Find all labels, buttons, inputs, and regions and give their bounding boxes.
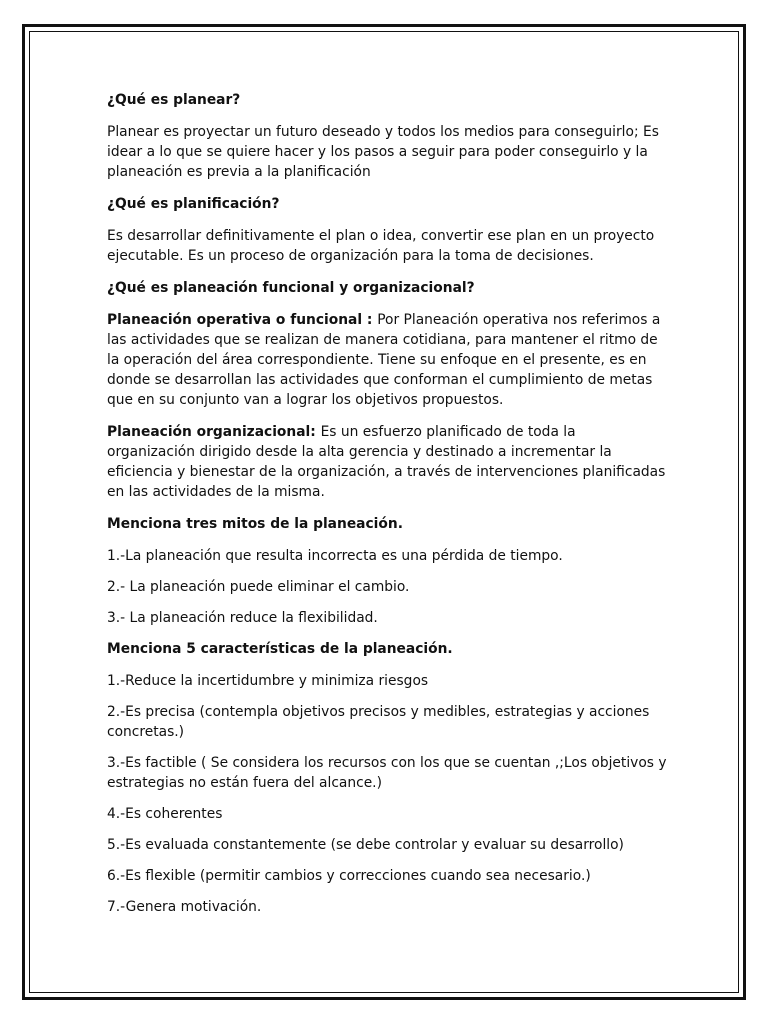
section-heading-planear: ¿Qué es planear? [107, 92, 241, 108]
section-heading-planificacion: ¿Qué es planificación? [107, 196, 280, 212]
section-heading-caracteristicas: Menciona 5 características de la planeación. [107, 641, 453, 657]
list-item: 2.-Es precisa (contempla objetivos precisos y medibles, estrategias y acciones concretas.) [107, 704, 650, 740]
list-item: 5.-Es evaluada constantemente (se debe controlar y evaluar su desarrollo) [107, 837, 624, 853]
term-operativa: Planeación operativa o funcional : [107, 312, 378, 328]
document-body [107, 90, 667, 928]
term-organizacional: Planeación organizacional: [107, 424, 321, 440]
definition-organizacional: Es un esfuerzo planificado de toda la organización dirigido desde la alta gerencia y destinado a incrementar la eficiencia y bienestar de la organización, a través de intervenciones planificadas en las actividades de la misma. [107, 424, 666, 500]
list-item: 6.-Es flexible (permitir cambios y correcciones cuando sea necesario.) [107, 868, 591, 884]
list-item: 7.-Genera motivación. [107, 899, 262, 915]
section-heading-mitos: Menciona tres mitos de la planeación. [107, 516, 403, 532]
list-item: 1.-La planeación que resulta incorrecta es una pérdida de tiempo. [107, 548, 563, 564]
paragraph-planificacion: Es desarrollar definitivamente el plan o idea, convertir ese plan en un proyecto ejecutable. Es un proceso de organización para la toma de decisiones. [107, 228, 655, 264]
list-item: 4.-Es coherentes [107, 806, 223, 822]
section-heading-funcional-organizacional: ¿Qué es planeación funcional y organizacional? [107, 280, 475, 296]
list-item: 2.- La planeación puede eliminar el cambio. [107, 579, 410, 595]
list-item: 1.-Reduce la incertidumbre y minimiza riesgos [107, 673, 429, 689]
list-item: 3.- La planeación reduce la flexibilidad. [107, 610, 378, 626]
paragraph-planear: Planear es proyectar un futuro deseado y todos los medios para conseguirlo; Es idear a lo que se quiere hacer y los pasos a seguir para poder conseguirlo y la planeación es previa a la planificación [107, 124, 659, 180]
paragraph-operativa [107, 310, 667, 410]
paragraph-organizacional [107, 422, 667, 502]
list-item: 3.-Es factible ( Se considera los recursos con los que se cuentan ,;Los objetivos y estrategias no están fuera del alcance.) [107, 755, 667, 791]
definition-operativa: Por Planeación operativa nos referimos a las actividades que se realizan de manera cotidiana, para mantener el ritmo de la operación del área correspondiente. Tiene su enfoque en el presente, es en donde se desarrollan las actividades que conforman el cumplimiento de metas que en su conjunto van a lograr los objetivos propuestos. [107, 312, 661, 408]
